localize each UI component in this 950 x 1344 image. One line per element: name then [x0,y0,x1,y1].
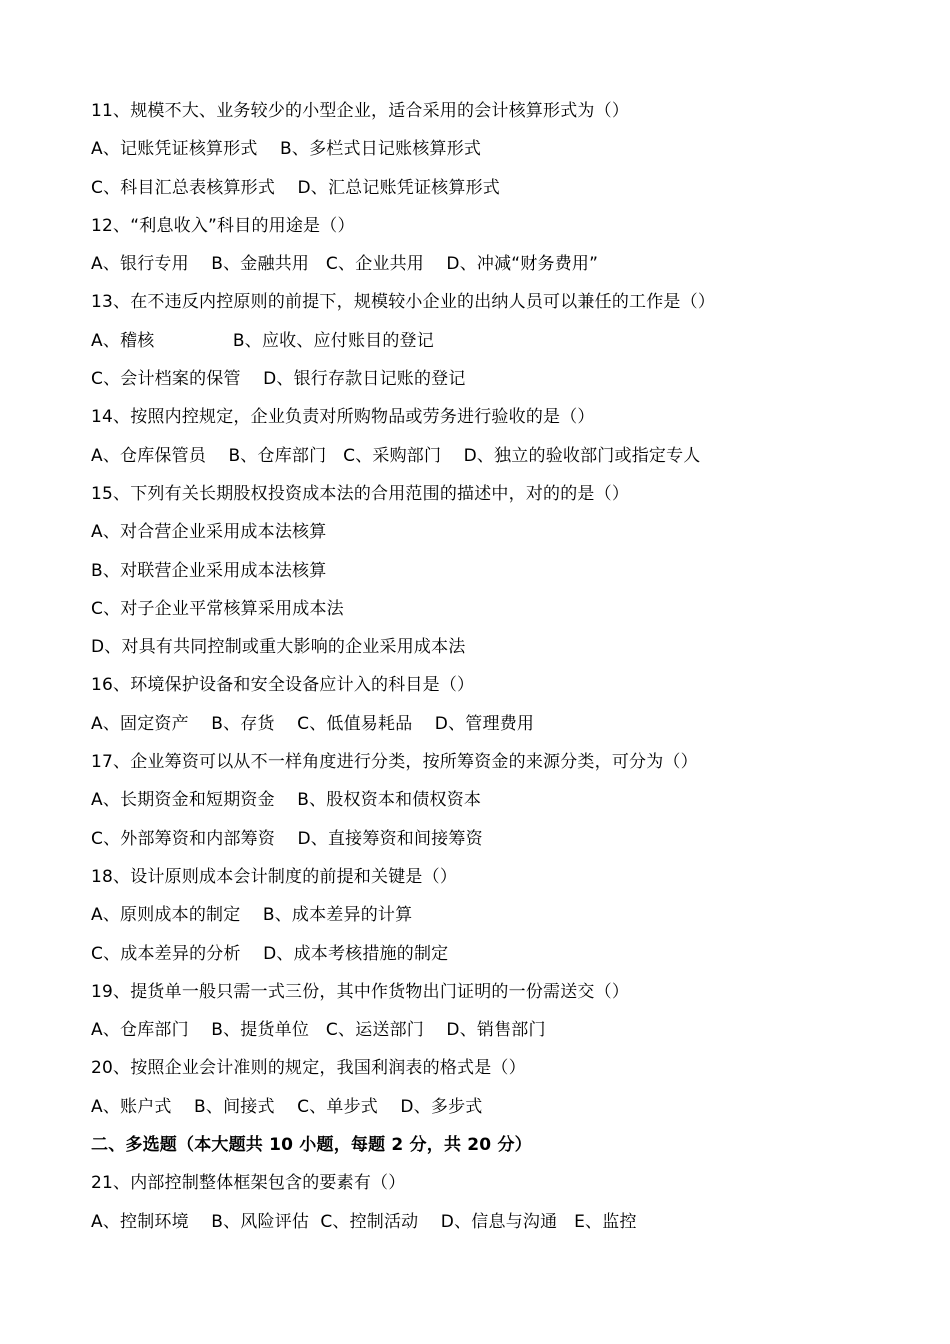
question-line: 18、设计原则成本会计制度的前提和关键是（） [91,866,458,887]
options-line: A、原则成本的制定 B、成本差异的计算 [91,905,413,926]
options-line: C、对子企业平常核算采用成本法 [91,598,344,619]
question-line: 14、按照内控规定，企业负责对所购物品或劳务进行验收的是（） [91,407,595,428]
options-line: C、科目汇总表核算形式 D、汇总记账凭证核算形式 [91,177,500,198]
options-line: A、稽核 B、应收、应付账目的登记 [91,330,434,351]
question-line: 13、在不违反内控原则的前提下，规模较小企业的出纳人员可以兼任的工作是（） [91,292,716,313]
options-line: A、银行专用 B、金融共用 C、企业共用 D、冲减“财务费用” [91,254,599,275]
options-line: A、账户式 B、间接式 C、单步式 D、多步式 [91,1096,483,1117]
options-line: A、固定资产 B、存货 C、低值易耗品 D、管理费用 [91,713,535,734]
question-line: 17、企业筹资可以从不一样角度进行分类，按所筹资金的来源分类，可分为（） [91,752,698,773]
question-line: 15、下列有关长期股权投资成本法的合用范围的描述中，对的的是（） [91,483,630,504]
options-line: A、对合营企业采用成本法核算 [91,522,327,543]
options-line: D、对具有共同控制或重大影响的企业采用成本法 [91,637,466,658]
question-line: 16、环境保护设备和安全设备应计入的科目是（） [91,675,475,696]
options-line: C、外部筹资和内部筹资 D、直接筹资和间接筹资 [91,828,483,849]
options-line: A、仓库部门 B、提货单位 C、运送部门 D、销售部门 [91,1020,546,1041]
question-line: 19、提货单一般只需一式三份，其中作货物出门证明的一份需送交（） [91,981,630,1002]
options-line: C、会计档案的保管 D、银行存款日记账的登记 [91,369,466,390]
question-line: 20、按照企业会计准则的规定，我国利润表的格式是（） [91,1058,526,1079]
section-heading: 二、多选题（本大题共 10 小题，每题 2 分，共 20 分） [91,1135,532,1156]
question-line: 21、内部控制整体框架包含的要素有（） [91,1173,406,1194]
options-line: A、长期资金和短期资金 B、股权资本和债权资本 [91,790,482,811]
question-line: 12、“利息收入”科目的用途是（） [91,215,355,236]
options-line: A、仓库保管员 B、仓库部门 C、采购部门 D、独立的验收部门或指定专人 [91,445,701,466]
question-line: 11、规模不大、业务较少的小型企业，适合采用的会计核算形式为（） [91,101,630,121]
options-line: C、成本差异的分析 D、成本考核措施的制定 [91,943,449,964]
options-line: A、控制环境 B、风险评估 C、控制活动 D、信息与沟通 E、监控 [91,1211,637,1232]
options-line: A、记账凭证核算形式 B、多栏式日记账核算形式 [91,139,482,160]
document-body [91,94,911,1243]
options-line: B、对联营企业采用成本法核算 [91,560,327,581]
